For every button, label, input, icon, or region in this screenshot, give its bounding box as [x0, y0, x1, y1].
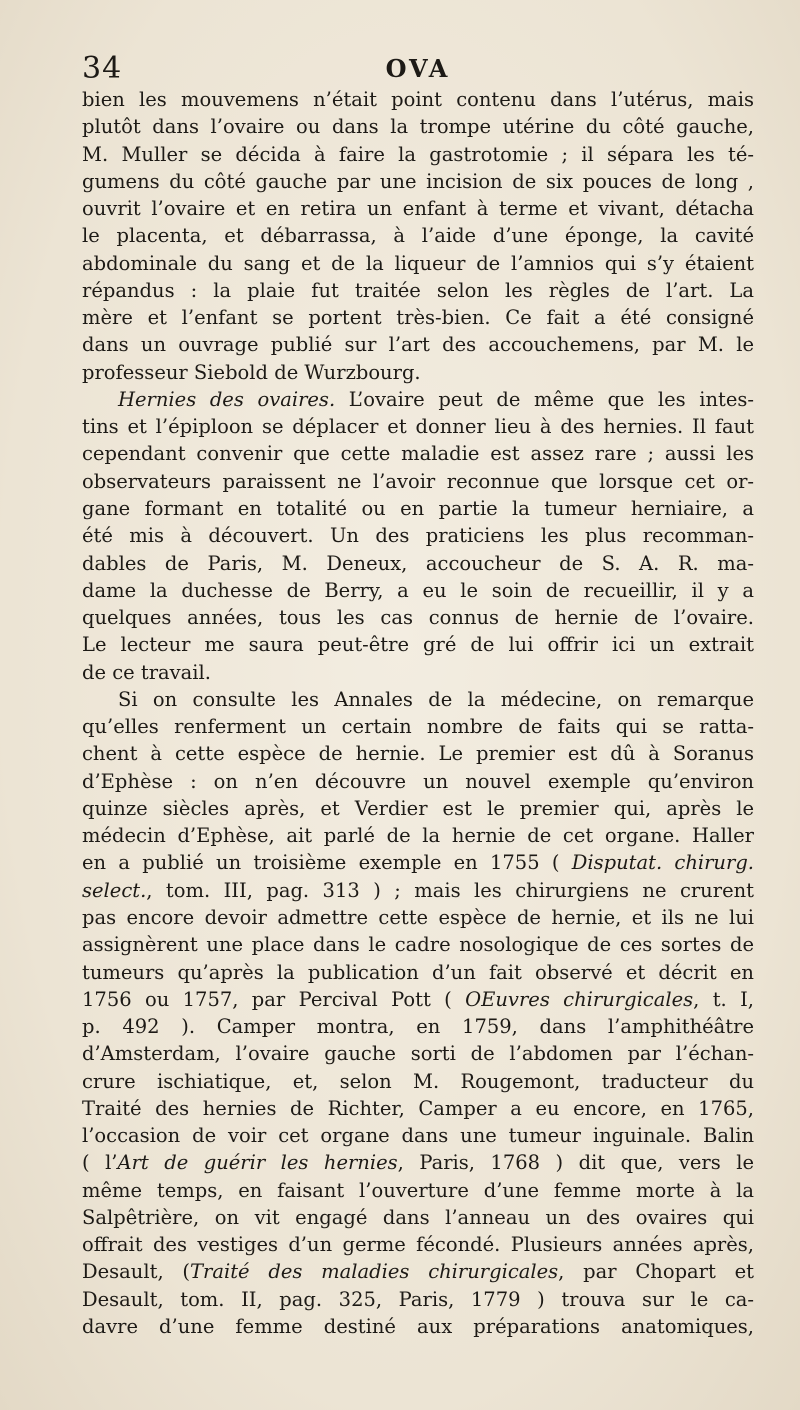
text-line — [82, 250, 754, 277]
text-segment: crure ischiatique, et, selon M. Rougemont, traducteur du — [82, 1069, 754, 1093]
text-segment: Desault, ( — [82, 1260, 191, 1284]
italic-text: Disputat. chirurg. — [571, 851, 754, 875]
text-line — [82, 440, 754, 467]
body-text — [82, 86, 754, 1340]
italic-text: select. — [82, 878, 147, 902]
text-line — [82, 195, 754, 222]
text-line — [82, 468, 754, 495]
text-segment: , par Chopart et — [558, 1260, 754, 1284]
text-segment: pas encore devoir admettre cette espèce de hernie, et ils ne lui — [82, 905, 754, 929]
text-segment: davre d’une femme destiné aux préparations anatomiques, — [82, 1314, 754, 1338]
text-segment: Desault, tom. II, pag. 325, Paris, 1779 ) trouva sur le ca- — [82, 1287, 754, 1311]
page-number: 34 — [82, 51, 123, 86]
text-segment: professeur Siebold de Wurzbourg. — [82, 360, 421, 384]
text-segment: plutôt dans l’ovaire ou dans la trompe utérine du côté gauche, — [82, 115, 754, 139]
text-line — [82, 849, 754, 876]
text-segment: cependant convenir que cette maladie est assez rare ; aussi les — [82, 442, 754, 466]
text-line — [82, 795, 754, 822]
text-segment: gumens du côté gauche par une incision de six pouces de long , — [82, 169, 754, 193]
text-line — [82, 413, 754, 440]
text-segment: 1756 ou 1757, par Percival Pott ( — [82, 987, 466, 1011]
text-line — [82, 1177, 754, 1204]
text-segment: gane formant en totalité ou en partie la tumeur herniaire, a — [82, 496, 754, 520]
text-segment: été mis à découvert. Un des praticiens les plus recomman- — [82, 524, 754, 548]
text-line — [82, 877, 754, 904]
text-line — [82, 1204, 754, 1231]
text-line — [82, 768, 754, 795]
text-line — [82, 495, 754, 522]
italic-text: OEuvres chirurgicales — [465, 987, 694, 1011]
text-line — [82, 277, 754, 304]
text-segment: de ce travail. — [82, 660, 211, 684]
text-line — [82, 304, 754, 331]
text-line — [82, 168, 754, 195]
text-segment: abdominale du sang et de la liqueur de l’amnios qui s’y étaient — [82, 251, 754, 275]
text-line — [82, 1258, 754, 1285]
text-line — [82, 113, 754, 140]
text-line — [82, 386, 754, 413]
text-line — [82, 550, 754, 577]
text-segment: L’ovaire peut de même que les intes- — [335, 387, 754, 411]
text-segment: ouvrit l’ovaire et en retira un enfant à terme et vivant, détacha — [82, 197, 754, 221]
italic-text: Traité des maladies chirurgicales — [190, 1260, 559, 1284]
text-line — [82, 931, 754, 958]
text-segment: offrait des vestiges d’un germe fécondé. Plusieurs années après, — [82, 1233, 754, 1257]
text-line — [82, 1068, 754, 1095]
italic-text: Hernies des ovaires. — [118, 387, 336, 411]
text-segment: dame la duchesse de Berry, a eu le soin de recueillir, il y a — [82, 578, 754, 602]
text-segment: chent à cette espèce de hernie. Le premier est dû à Soranus — [82, 742, 754, 766]
text-line — [82, 740, 754, 767]
text-segment: , t. I, — [693, 987, 754, 1011]
text-segment: dables de Paris, M. Deneux, accoucheur de S. A. R. ma- — [82, 551, 754, 575]
text-segment: qu’elles renferment un certain nombre de faits qui se ratta- — [82, 715, 754, 739]
text-line — [82, 631, 754, 658]
text-segment: mère et l’enfant se portent très-bien. Ce fait a été consigné — [82, 306, 754, 330]
text-segment: Salpêtrière, on vit engagé dans l’anneau un des ovaires qui — [82, 1205, 754, 1229]
text-line — [82, 359, 754, 386]
text-line — [82, 1313, 754, 1340]
text-segment: même temps, en faisant l’ouverture d’une femme morte à la — [82, 1178, 754, 1202]
text-segment: quelques années, tous les cas connus de hernie de l’ovaire. — [82, 606, 754, 630]
text-segment: bien les mouvemens n’était point contenu dans l’utérus, mais — [82, 88, 754, 111]
text-line — [82, 522, 754, 549]
text-line — [82, 1095, 754, 1122]
text-line — [82, 1286, 754, 1313]
text-segment: quinze siècles après, et Verdier est le premier qui, après le — [82, 796, 754, 820]
text-line — [82, 959, 754, 986]
page-header — [82, 50, 754, 88]
text-line — [82, 1149, 754, 1176]
text-line — [82, 822, 754, 849]
italic-text: Art de guérir les hernies — [117, 1151, 398, 1175]
text-segment: , Paris, 1768 ) dit que, vers le — [397, 1151, 754, 1175]
text-line — [82, 141, 754, 168]
text-line — [82, 86, 754, 113]
text-line — [82, 1013, 754, 1040]
text-line — [82, 577, 754, 604]
text-segment: en a publié un troisième exemple en 1755 ( — [82, 851, 572, 875]
text-segment: M. Muller se décida à faire la gastrotomie ; il sépara les té- — [82, 142, 754, 166]
running-head: OVA — [385, 54, 451, 83]
text-segment: Si on consulte les Annales de la médecine, on remarque — [118, 687, 754, 711]
text-line — [82, 904, 754, 931]
text-segment: tumeurs qu’après la publication d’un fait observé et décrit en — [82, 960, 754, 984]
text-segment: tins et l’épiploon se déplacer et donner lieu à des hernies. Il faut — [82, 415, 754, 439]
text-segment: Le lecteur me saura peut-être gré de lui offrir ici un extrait — [82, 633, 754, 657]
text-segment: dans un ouvrage publié sur l’art des accouchemens, par M. le — [82, 333, 754, 357]
text-line — [82, 1040, 754, 1067]
text-segment: ( l’ — [82, 1151, 118, 1175]
text-line — [82, 713, 754, 740]
text-segment: , tom. III, pag. 313 ) ; mais les chirurgiens ne crurent — [146, 878, 754, 902]
text-segment: assignèrent une place dans le cadre nosologique de ces sortes de — [82, 933, 754, 957]
text-line — [82, 1231, 754, 1258]
text-segment: médecin d’Ephèse, ait parlé de la hernie de cet organe. Haller — [82, 824, 754, 848]
text-segment: d’Amsterdam, l’ovaire gauche sorti de l’abdomen par l’échan- — [82, 1042, 754, 1066]
text-line — [82, 686, 754, 713]
text-line — [82, 331, 754, 358]
text-segment: le placenta, et débarrassa, à l’aide d’une éponge, la cavité — [82, 224, 754, 248]
text-line — [82, 659, 754, 686]
text-line — [82, 1122, 754, 1149]
text-segment: p. 492 ). Camper montra, en 1759, dans l’amphithéâtre — [82, 1015, 754, 1039]
text-segment: d’Ephèse : on n’en découvre un nouvel exemple qu’environ — [82, 769, 754, 793]
text-line — [82, 986, 754, 1013]
text-segment: répandus : la plaie fut traitée selon les règles de l’art. La — [82, 278, 754, 302]
text-line — [82, 222, 754, 249]
text-segment: Traité des hernies de Richter, Camper a eu encore, en 1765, — [82, 1096, 754, 1120]
text-line — [82, 604, 754, 631]
text-segment: observateurs paraissent ne l’avoir reconnue que lorsque cet or- — [82, 469, 754, 493]
text-segment: l’occasion de voir cet organe dans une tumeur inguinale. Balin — [82, 1124, 754, 1148]
